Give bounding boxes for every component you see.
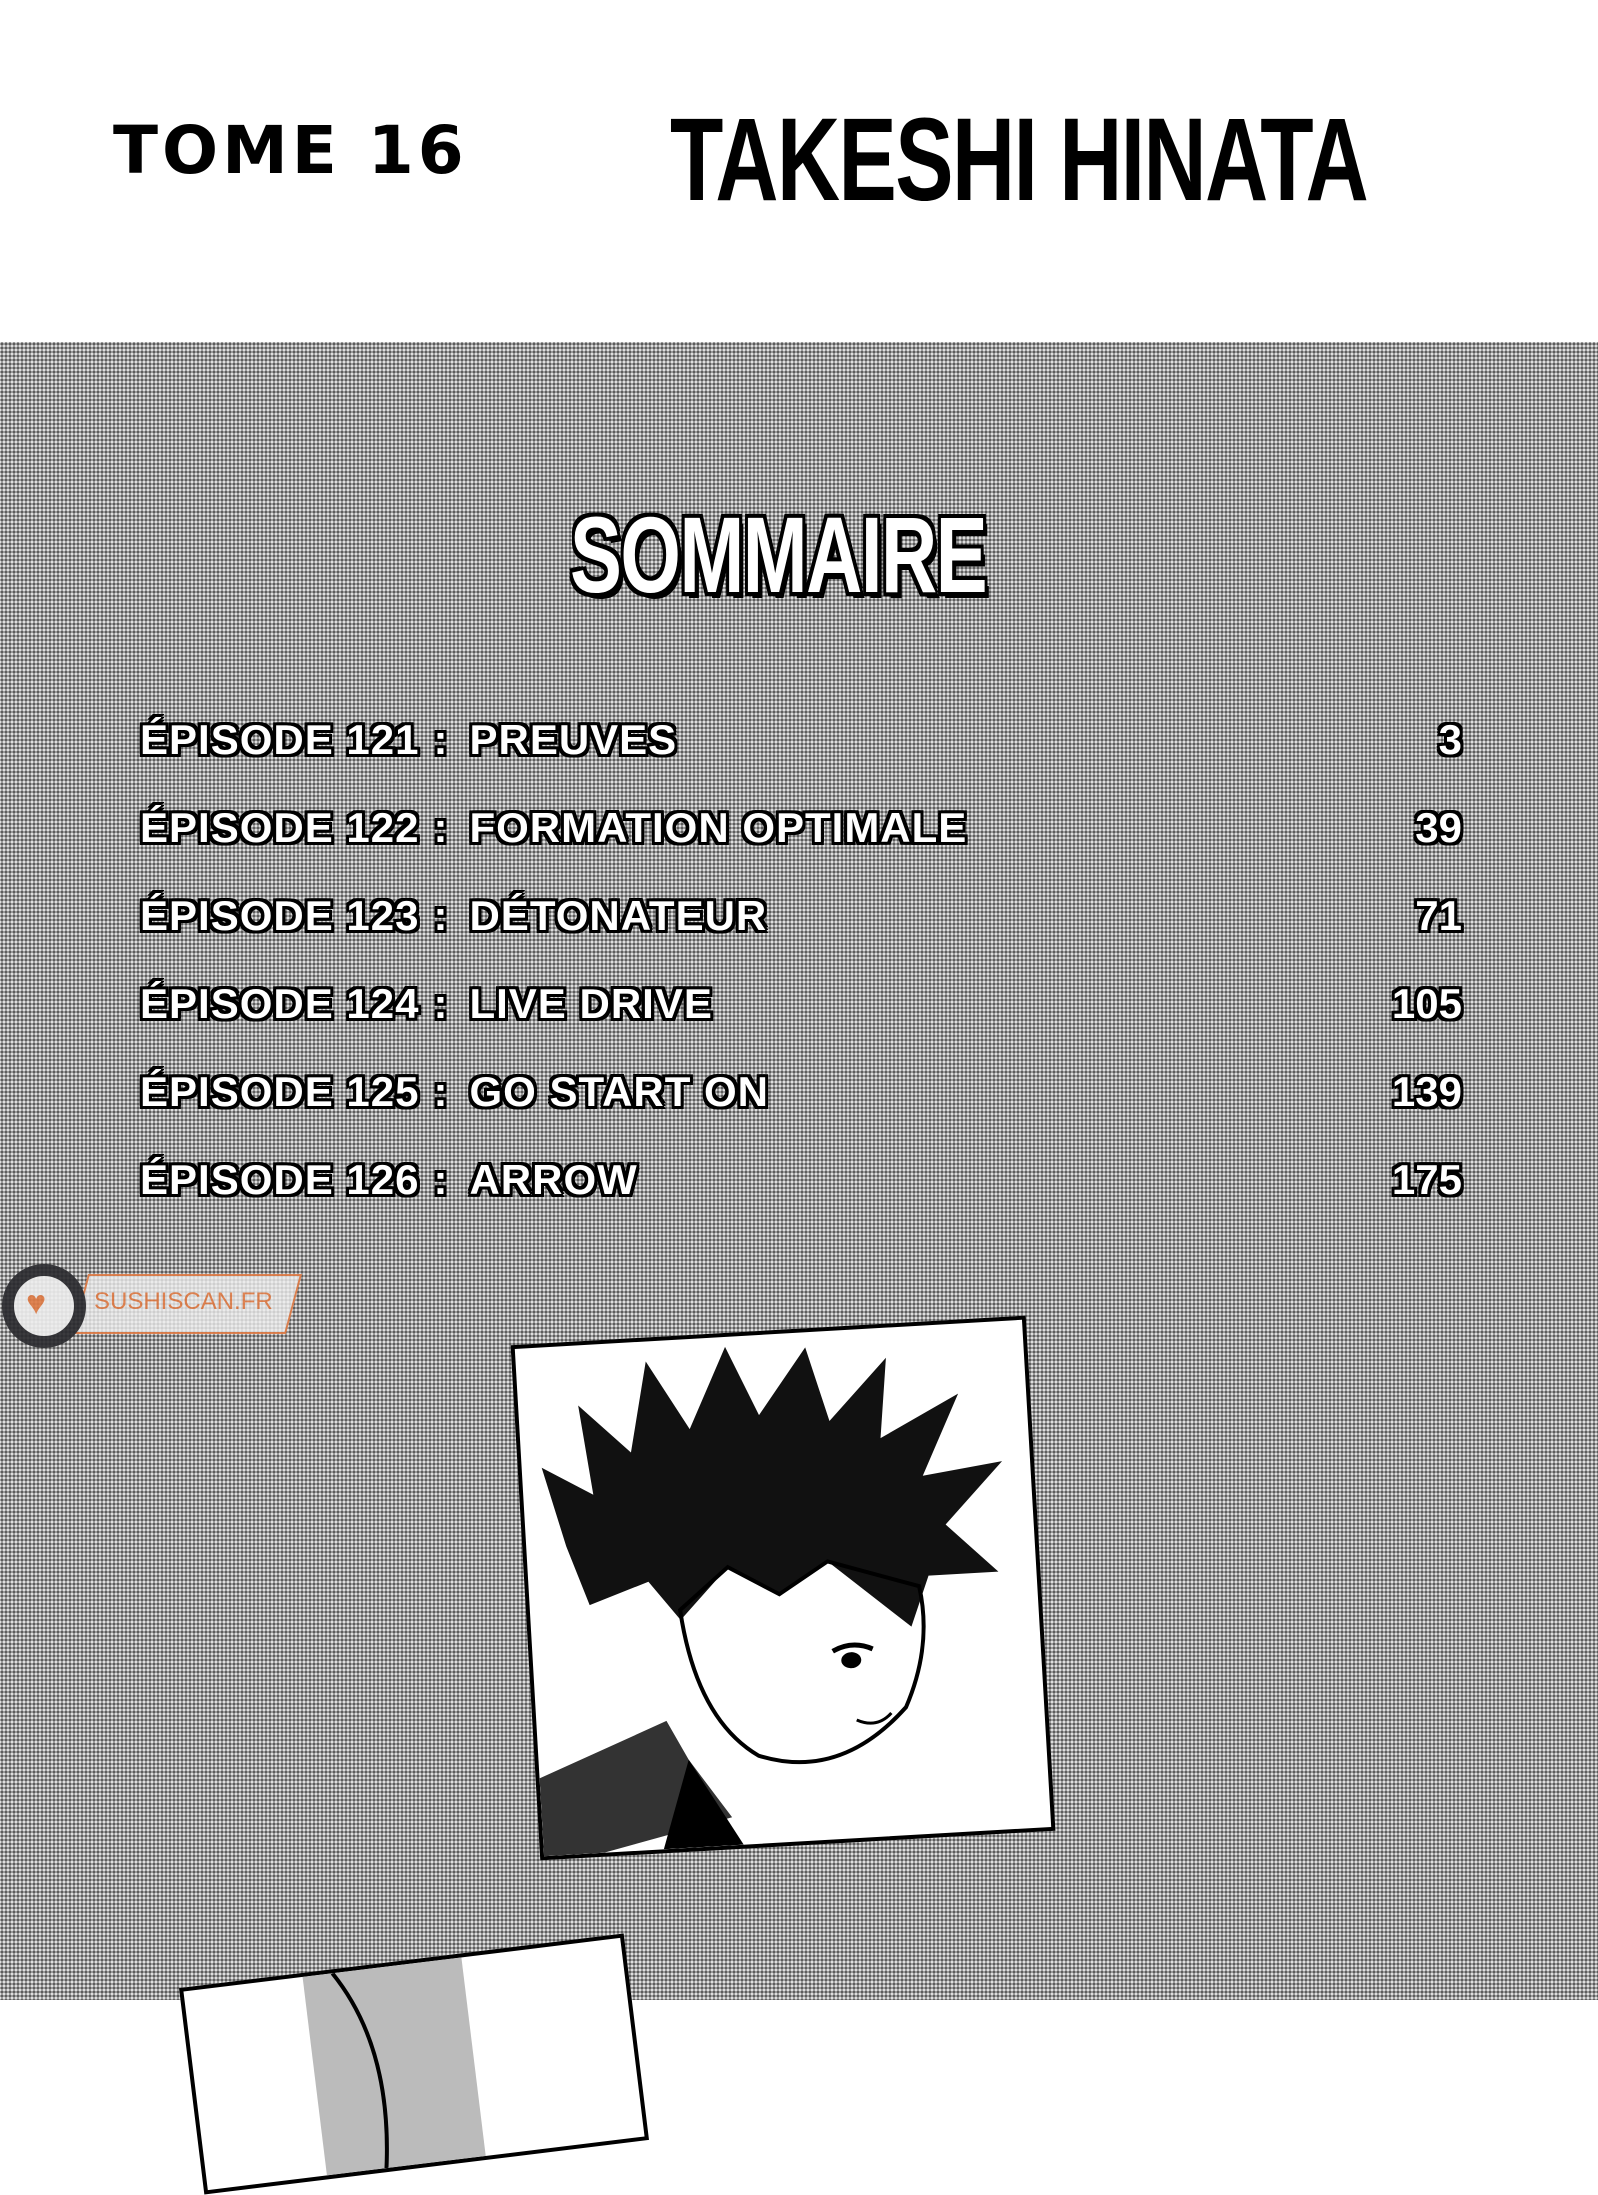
manga-panel-portrait [511, 1316, 1056, 1861]
episode-title: DÉTONATEUR [469, 892, 768, 939]
episode-number: ÉPISODE 121 [140, 716, 420, 763]
episode-number: ÉPISODE 122 [140, 804, 420, 851]
toc-entry [140, 976, 1462, 1032]
separator: : [433, 804, 448, 851]
episode-number: ÉPISODE 126 [140, 1156, 420, 1203]
toc-entry [140, 712, 1462, 768]
episode-number: ÉPISODE 124 [140, 980, 420, 1027]
heart-icon: ♥ [26, 1284, 47, 1322]
separator: : [433, 716, 448, 763]
watermark [0, 1260, 300, 1350]
page-number: 71 [1415, 892, 1462, 939]
toc-entry [140, 888, 1462, 944]
page-number: 105 [1391, 980, 1462, 1027]
page-number: 139 [1391, 1068, 1462, 1115]
separator: : [433, 980, 448, 1027]
episode-number: ÉPISODE 123 [140, 892, 420, 939]
separator: : [433, 1068, 448, 1115]
watermark-text: SUSHISCAN.FR [94, 1288, 273, 1315]
toc-entry [140, 1152, 1462, 1208]
episode-title: GO START ON [469, 1068, 770, 1115]
separator: : [433, 892, 448, 939]
toc-title: SOMMAIRE [570, 494, 987, 615]
page-number: 39 [1415, 804, 1462, 851]
character-illustration [515, 1320, 1051, 1856]
header-band [0, 0, 1598, 342]
volume-label: TOME 16 [113, 112, 468, 189]
episode-title: PREUVES [469, 716, 678, 763]
toc-entry [140, 1064, 1462, 1120]
author-name: TAKESHI HINATA [670, 94, 1368, 226]
toc-entry [140, 800, 1462, 856]
episode-title: LIVE DRIVE [469, 980, 713, 1027]
episode-number: ÉPISODE 125 [140, 1068, 420, 1115]
page-number: 3 [1438, 716, 1462, 763]
episode-title: FORMATION OPTIMALE [469, 804, 968, 851]
separator: : [433, 1156, 448, 1203]
page-number: 175 [1391, 1156, 1462, 1203]
episode-title: ARROW [469, 1156, 638, 1203]
